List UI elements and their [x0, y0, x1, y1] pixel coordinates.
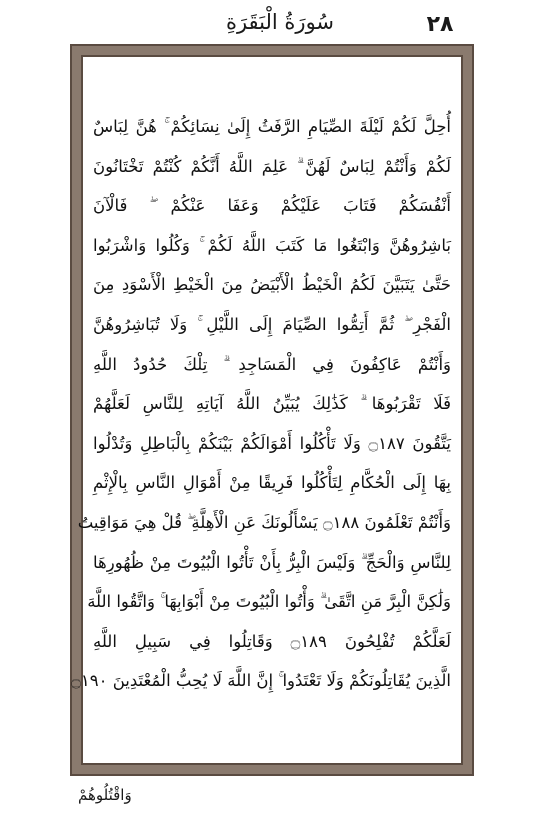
text-line: وَأَنْتُمْ تَعْلَمُونَ ۝١٨٨ يَسْأَلُونَكَ عَنِ الْأَهِلَّةِ ۖ قُلْ هِيَ مَوَاقِيتُ — [77, 512, 451, 532]
text-line: وَلَٰكِنَّ الْبِرَّ مَنِ اتَّقَىٰ ۗ وَأْتُوا الْبُيُوتَ مِنْ أَبْوَابِهَا ۚ وَاتَّقُوا اللَّهَ — [87, 592, 451, 612]
page-frame — [70, 44, 474, 776]
text-line: أُحِلَّ لَكُمْ لَيْلَةَ الصِّيَامِ الرَّفَثُ إِلَىٰ نِسَائِكُمْ ۚ هُنَّ لِبَاسٌ — [93, 117, 451, 136]
text-line: بَاشِرُوهُنَّ وَابْتَغُوا مَا كَتَبَ اللَّهُ لَكُمْ ۚ وَكُلُوا وَاشْرَبُوا — [93, 235, 451, 255]
text-line: الَّذِينَ يُقَاتِلُونَكُمْ وَلَا تَعْتَدُوا ۚ إِنَّ اللَّهَ لَا يُحِبُّ الْمُعْتَدِينَ ۝١٩٠ — [71, 671, 451, 691]
text-line: الْفَجْرِ ۖ ثُمَّ أَتِمُّوا الصِّيَامَ إِلَى اللَّيْلِ ۚ وَلَا تُبَاشِرُوهُنَّ — [93, 314, 451, 334]
text-line: فَلَا تَقْرَبُوهَا ۗ كَذَٰلِكَ يُبَيِّنُ اللَّهُ آيَاتِهِ لِلنَّاسِ لَعَلَّهُمْ — [93, 394, 451, 414]
text-line: لِلنَّاسِ وَالْحَجِّ ۗ وَلَيْسَ الْبِرُّ بِأَنْ تَأْتُوا الْبُيُوتَ مِنْ ظُهُورِهَا — [93, 552, 451, 572]
surah-title: سُورَةُ الْبَقَرَةِ — [225, 10, 335, 34]
catchword: وَاقْتُلُوهُمْ — [78, 786, 132, 804]
text-line: بِهَا إِلَى الْحُكَّامِ لِتَأْكُلُوا فَرِيقًا مِنْ أَمْوَالِ النَّاسِ بِالْإِثْمِ — [93, 473, 451, 493]
text-line: وَأَنْتُمْ عَاكِفُونَ فِي الْمَسَاجِدِ ۗ تِلْكَ حُدُودُ اللَّهِ — [93, 354, 451, 374]
text-line: حَتَّىٰ يَتَبَيَّنَ لَكُمُ الْخَيْطُ الْأَبْيَضُ مِنَ الْخَيْطِ الْأَسْوَدِ مِنَ — [93, 275, 451, 295]
page-header — [0, 0, 550, 44]
text-line: أَنْفُسَكُمْ فَتَابَ عَلَيْكُمْ وَعَفَا عَنْكُمْ ۖ فَالْآنَ — [93, 196, 451, 216]
text-line: لَعَلَّكُمْ تُفْلِحُونَ ۝١٨٩ وَقَاتِلُوا فِي سَبِيلِ اللَّهِ — [93, 631, 451, 651]
text-line: يَتَّقُونَ ۝١٨٧ وَلَا تَأْكُلُوا أَمْوَالَكُمْ بَيْنَكُمْ بِالْبَاطِلِ وَتُدْلُوا — [93, 433, 451, 453]
page-number: ٢٨ — [426, 12, 454, 37]
text-line: لَكُمْ وَأَنْتُمْ لِبَاسٌ لَهُنَّ ۗ عَلِمَ اللَّهُ أَنَّكُمْ كُنْتُمْ تَخْتَانُونَ — [93, 156, 451, 176]
text-area — [71, 55, 463, 765]
verse-text-block — [71, 107, 451, 701]
